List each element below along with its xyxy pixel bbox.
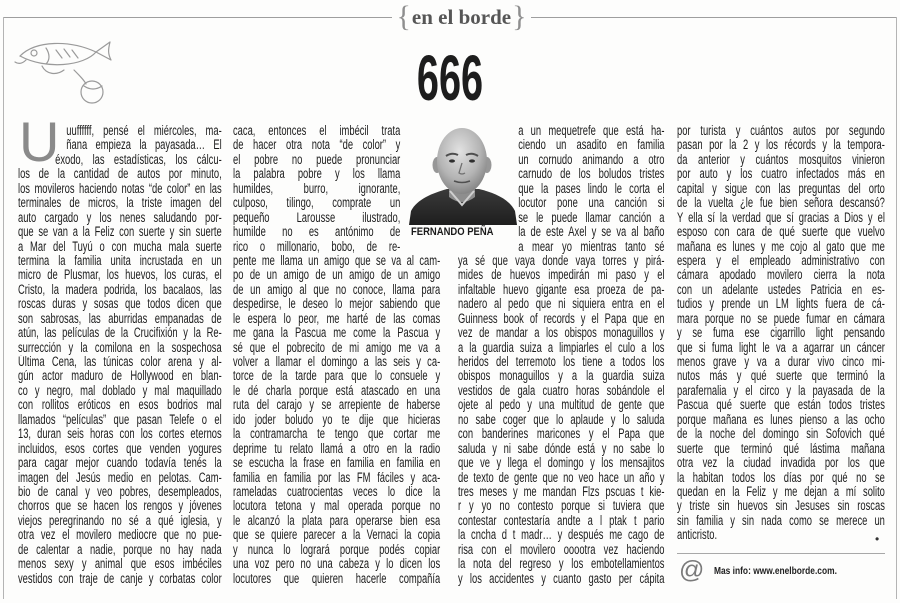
article-line: cámara apodado movilero cierra la nota xyxy=(677,268,885,283)
more-info-label: Mas info: www.enelborde.com. xyxy=(714,566,837,577)
article-line: da anterior y cuántos mosquitos vinieron xyxy=(677,152,885,167)
article-line: los de la cantidad de autos por minuto, xyxy=(18,167,222,182)
article-line: que se quiere parecer a la Vernaci la copia xyxy=(233,528,441,543)
article-line: espera y el empleado administrativo con xyxy=(677,253,885,268)
article-line: se escucha la frase en familia en familia en xyxy=(233,456,441,471)
article-line: vez de mandar a los obispos monaguillos y xyxy=(458,326,665,341)
article-line: la nota del regreso y los embotellamientos xyxy=(458,557,665,572)
article-line: surrección y la comilona en la sospechosa xyxy=(18,340,222,355)
header-rule-left xyxy=(3,17,392,18)
article-line: a Mar del Tuyú o con mucha mala suerte xyxy=(18,239,222,254)
article-line: volver a llamar el domingo a las seis y ca- xyxy=(233,355,441,369)
article-line: el pobre no puede pronunciar xyxy=(233,152,401,167)
article-line: Cristo, la madera podrida, los bacalaos, las xyxy=(18,282,222,297)
brace-close: } xyxy=(512,0,527,33)
article-line: de la vuelta ¿le fue bien señora descansó? xyxy=(677,196,885,211)
article-line: rameladas cuatrocientas veces lo dice la xyxy=(233,484,441,499)
article-line: un cornudo animando a otro xyxy=(518,152,665,167)
article-line: de calentar a nadie, porque no hay nada xyxy=(18,542,222,557)
article-line: heridos del terremoto los tiene a todos los xyxy=(458,355,665,369)
article-line: auto cargado y los nenes saludando por- xyxy=(18,210,222,225)
article-end-mark: • xyxy=(875,532,880,546)
article-line: pasan por la 2 y los récords y la tempora- xyxy=(677,138,885,153)
article-line: una voz pero no una cabeza y lo dicen los xyxy=(233,557,441,572)
article-line: son sabrosas, las aburridas empanadas de xyxy=(18,311,222,326)
footer-rule xyxy=(677,553,885,554)
article-line: contestar contestaría andte a l ptak t pario xyxy=(458,513,665,528)
article-line: ñana empieza la payasada… El xyxy=(66,138,222,153)
article-line: infaltable huevo gigante esa proeza de pa- xyxy=(458,282,665,297)
article-line: los movileros haciendo notas “de color” en las xyxy=(18,181,222,196)
section-header xyxy=(392,1,531,33)
article-line: pente me llama un amigo que se va al cam- xyxy=(233,253,441,268)
article-line: otra vez la ciudad invadida por los que xyxy=(677,456,885,471)
brace-open: { xyxy=(396,0,411,33)
article-line: incluidos, esos cortes que venden yogures xyxy=(18,441,222,456)
article-line: suerte que terminó qué lástima mañana xyxy=(677,441,885,456)
article-line: co y negro, mal doblado y mal maquillado xyxy=(18,383,222,398)
article-line: mara porque no se puede fumar en cámara xyxy=(677,311,885,326)
article-line: culposo, tilingo, comprate un xyxy=(233,196,401,211)
photo-caption: FERNANDO PEÑA xyxy=(411,226,494,238)
article-line: ido joder boludo yo te dije que hicieras xyxy=(233,412,441,427)
article-column-4 xyxy=(677,124,885,543)
article-line: Y ella sí la verdad que sí gracias a Dios y el xyxy=(677,210,885,225)
article-line: a la guardia suiza a limpiarles el culo a los xyxy=(458,340,665,355)
article-line: nadero al pedo que ni siquiera entra en el xyxy=(458,297,665,312)
frame-left-rule xyxy=(3,17,4,599)
frame-right-rule xyxy=(896,17,897,599)
article-column-3 xyxy=(458,124,665,586)
article-line: la cncha d t madr… y después me cago de xyxy=(458,528,665,543)
article-line: y triste sin huevos sin Jesuses sin roscas xyxy=(677,499,885,514)
article-line: por auto y los cuatro infectados más en xyxy=(677,167,885,182)
article-line: con un adelante ustedes Patricia en es- xyxy=(677,282,885,297)
article-line: menos grave y va a durar vivo cinco mi- xyxy=(677,355,885,369)
article-line: 13, duran seis horas con los cortes eternos xyxy=(18,427,222,442)
article-line: viejos peregrinando no sé a qué iglesia, y xyxy=(18,513,222,528)
article-line: ojete al pedo y una multitud de gente que xyxy=(458,398,665,413)
article-line: le dé charla porque está atascado en una xyxy=(233,383,441,398)
article-line: de hacer otra nota “de color” y xyxy=(233,138,401,153)
article-line: imagen del Jesús medio en pelotas. Cam- xyxy=(18,470,222,485)
article-line: obispos monaguillos y a la guardia suiza xyxy=(458,369,665,384)
article-line: ruta del carajo y se arrepiente de haberse xyxy=(233,398,441,413)
article-line: locutor pone una canción si xyxy=(518,196,665,211)
article-line: llamados “películas” que pasan Telefe o el xyxy=(18,412,222,427)
article-line: la contramarcha te tengo que cortar me xyxy=(233,427,441,442)
article-line: chorros que se hacen los rengos y jóvenes xyxy=(18,499,222,514)
article-line: porque mañana es lunes pienso a las ocho xyxy=(677,412,885,427)
article-line: que la pases lindo le corta el xyxy=(518,181,665,196)
header-rule-right xyxy=(531,17,897,18)
article-line: Pascua qué suerte que están todos tristes xyxy=(677,398,885,413)
article-line: mañana es lunes y me cojo al gato que me xyxy=(677,239,885,254)
article-line: locutores que quieren hacerle compañía xyxy=(233,571,441,586)
drop-cap: U xyxy=(19,110,60,173)
article-line: a mear yo mientras tanto sé xyxy=(518,239,665,254)
article-line: humildes, burro, ignorante, xyxy=(233,181,401,196)
article-line: le alcanzó la plata para operarse bien esa xyxy=(233,513,441,528)
article-line: la de este Axel y se va al baño xyxy=(518,225,665,240)
article-line: no sabe coger que lo aplaude y lo saluda xyxy=(458,412,665,427)
article-line: uuffffff, pensé el miércoles, ma- xyxy=(66,124,222,138)
article-line: gún actor maduro de Hollywood en blan- xyxy=(18,369,222,384)
article-line: roscas duras y sosas que todos dicen que xyxy=(18,297,222,312)
article-line: saluda y ni sabe dónde está y no sabe lo xyxy=(458,441,665,456)
article-line: torce de la tarde para que lo consuele y xyxy=(233,369,441,384)
article-line: para cagar mejor cuando todavía tenés la xyxy=(18,456,222,471)
article-line: le espera lo peor, me harté de las comas xyxy=(233,311,441,326)
article-line: humilde no es antónimo de xyxy=(233,225,401,240)
article-line: tudios y prende un LM lights fuera de cá- xyxy=(677,297,885,312)
article-line: bio de canal y veo pobres, desempleados, xyxy=(18,484,222,499)
article-column-2 xyxy=(233,124,440,586)
article-line: po de un amigo de un amigo de un amigo xyxy=(233,268,441,283)
article-line: anticristo. xyxy=(677,528,718,543)
article-line: r y yo no contesto porque si tuviera que xyxy=(458,499,665,514)
article-line: éxodo, las estadísticas, los cálcu- xyxy=(55,152,222,167)
article-line: Guinness book of records y el Papa que en xyxy=(458,311,665,326)
article-line: locutora tetona y mal operada porque no xyxy=(233,499,441,514)
article-line: sin familia y sin nada como se merece un xyxy=(677,513,885,528)
article-line: termina la familia unita incrustada en un xyxy=(18,253,222,268)
fish-doodle-icon xyxy=(12,30,116,112)
article-line: mides de huevos impedirán mi paso y el xyxy=(458,268,665,283)
article-line: capital y sigue con las preguntas del orto xyxy=(677,181,885,196)
article-line: y se fuma ese cigarrillo light pensando xyxy=(677,326,885,341)
article-line: se le puede llamar canción a xyxy=(518,210,665,225)
article-line: terminales de micros, la triste imagen del xyxy=(18,196,222,211)
article-line: con banderines maricones y el Papa que xyxy=(458,427,665,442)
article-line: me gana la Pascua me come la Pascua y xyxy=(233,326,441,341)
article-line: otra vez el movilero mediocre que no pue- xyxy=(18,528,222,543)
article-line: vestidos con traje de canje y corbatas color xyxy=(18,571,222,586)
article-column-1 xyxy=(18,124,222,586)
article-line: familia en familia por las FM fáciles y aca- xyxy=(233,470,441,485)
article-line: vestidos de gala cuatro horas sobándole el xyxy=(458,383,665,398)
article-line: de texto de gente que no veo hace un año y xyxy=(458,470,665,485)
article-line: Última Cena, las túnicas color arena y al- xyxy=(18,355,222,369)
article-line: y los accidentes y cuanto gasto per cápita xyxy=(458,571,665,586)
article-line: la habitan todos los días por qué no se xyxy=(677,470,885,485)
article-line: ya sé que vaya donde vaya torres y pirá- xyxy=(458,253,665,268)
article-line: que si fuma light le va a agarrar un cáncer xyxy=(677,340,885,355)
article-line: nutos más y qué suerte que terminó la xyxy=(677,369,885,384)
article-line: por turista y cuántos autos por segundo xyxy=(677,124,885,138)
article-line: risa con el movilero ooootra vez haciendo xyxy=(458,542,665,557)
article-line: esposo con cara de qué suerte que vuelvo xyxy=(677,225,885,240)
article-line: sé que el pobrecito de mi amigo me va a xyxy=(233,340,441,355)
article-line: caca, entonces el imbécil trata xyxy=(233,124,401,138)
article-line: que ve y llega el domingo y los mensajitos xyxy=(458,456,665,471)
article-line: pequeño Larousse ilustrado, xyxy=(233,210,401,225)
at-sign-icon: @ xyxy=(679,556,705,584)
article-line: menos sexy y animal que esos imbéciles xyxy=(18,557,222,572)
article-line: rico o millonario, bobo, de re- xyxy=(233,239,401,254)
article-line: micro de Plusmar, los huevos, los curas, el xyxy=(18,268,222,283)
article-line: tres meses y me mandan Flzs pscuas t kie- xyxy=(458,484,665,499)
article-line: de la noche del domingo sin Sofovich qué xyxy=(677,427,885,442)
article-line: la palabra pobre y los llama xyxy=(233,167,401,182)
article-line: con rollitos eróticos en esos bodrios mal xyxy=(18,398,222,413)
article-line: ciendo un asadito en familia xyxy=(518,138,665,153)
article-title: 666 xyxy=(416,42,484,114)
article-line: despedirse, le deseo lo mejor sabiendo que xyxy=(233,297,441,312)
section-label: en el borde xyxy=(411,5,512,29)
article-line: de un amigo al que no conoce, llama para xyxy=(233,282,441,297)
article-line: quedan en la Feliz y me dejan a mí solito xyxy=(677,484,885,499)
article-line: atún, las películas de la Crucifixión y la Re- xyxy=(18,326,222,341)
article-line: y nunca lo logrará porque podés copiar xyxy=(233,542,441,557)
article-line: carnudo de los boludos tristes xyxy=(518,167,665,182)
article-line: a un mequetrefe que está ha- xyxy=(518,124,665,138)
article-line: parafernalia y el circo y la payasada de la xyxy=(677,383,885,398)
article-line: deprime tu relato llamá a otro en la radio xyxy=(233,441,441,456)
article-line: que se van a la Feliz con suerte y sin suerte xyxy=(18,225,222,240)
